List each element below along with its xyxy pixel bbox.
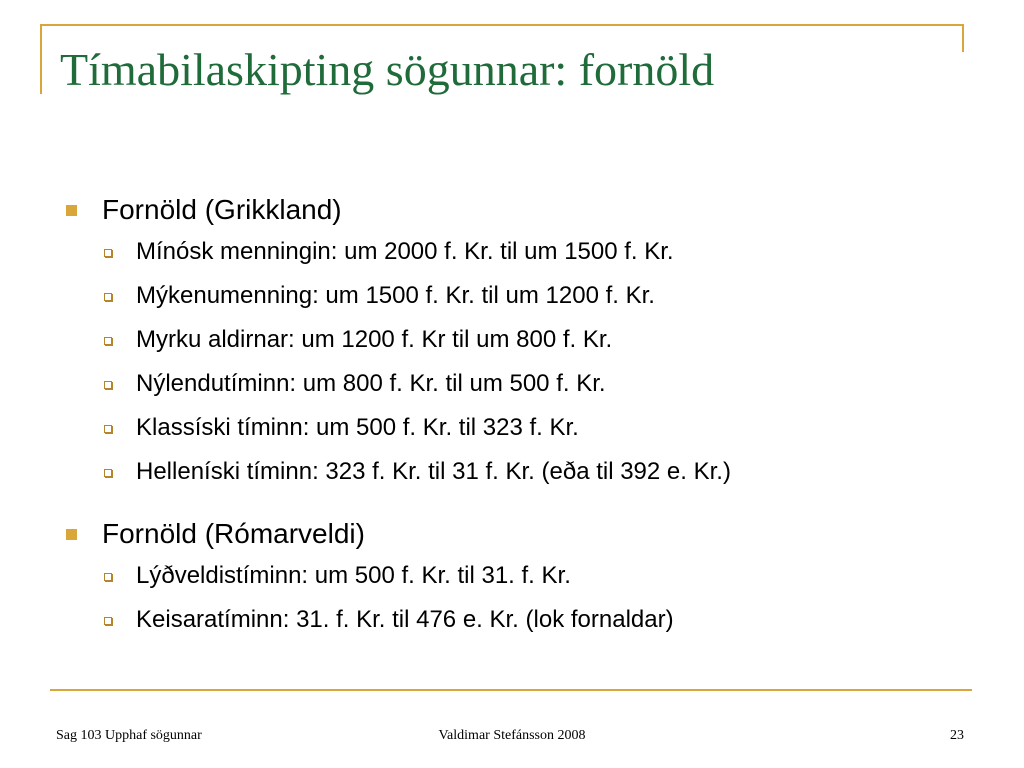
slide-title: Tímabilaskipting sögunnar: fornöld [60,44,715,95]
level2-item [0,406,1024,450]
period-text: Nýlendutíminn: um 800 f. Kr. til um 500 f. Kr. [136,370,606,397]
period-text: Myrku aldirnar: um 1200 f. Kr til um 800 f. Kr. [136,326,613,353]
section-grikkland [0,190,1024,494]
square-bullet-icon [66,529,77,540]
hollow-square-bullet-icon [104,425,112,433]
level2-item [0,274,1024,318]
level2-item [0,318,1024,362]
hollow-square-bullet-icon [104,381,112,389]
hollow-square-bullet-icon [104,337,112,345]
hollow-square-bullet-icon [104,249,112,257]
hollow-square-bullet-icon [104,617,112,625]
page-number: 23 [950,728,964,743]
hollow-square-bullet-icon [104,293,112,301]
period-text: Mýkenumenning: um 1500 f. Kr. til um 1200 f. Kr. [136,282,655,309]
level2-item [0,230,1024,274]
footer-course: Sag 103 Upphaf sögunnar [56,728,202,743]
footer-author: Valdimar Stefánsson 2008 [438,728,586,743]
period-text: Mínósk menningin: um 2000 f. Kr. til um 1500 f. Kr. [136,238,674,265]
level2-item [0,450,1024,494]
level1-item [0,514,1024,554]
square-bullet-icon [66,205,77,216]
level2-item [0,362,1024,406]
section-heading: Fornöld (Rómarveldi) [102,518,365,549]
hollow-square-bullet-icon [104,573,112,581]
section-heading: Fornöld (Grikkland) [102,194,342,225]
hollow-square-bullet-icon [104,469,112,477]
period-text: Helleníski tíminn: 323 f. Kr. til 31 f. Kr. (eða til 392 e. Kr.) [136,458,731,485]
section-romarveldi [0,514,1024,642]
period-text: Klassíski tíminn: um 500 f. Kr. til 323 f. Kr. [136,414,579,441]
level2-item [0,598,1024,642]
level1-item [0,190,1024,230]
level2-item [0,554,1024,598]
period-text: Keisaratíminn: 31. f. Kr. til 476 e. Kr. (lok fornaldar) [136,606,674,633]
period-text: Lýðveldistíminn: um 500 f. Kr. til 31. f. Kr. [136,562,571,589]
footer-divider [50,689,972,691]
